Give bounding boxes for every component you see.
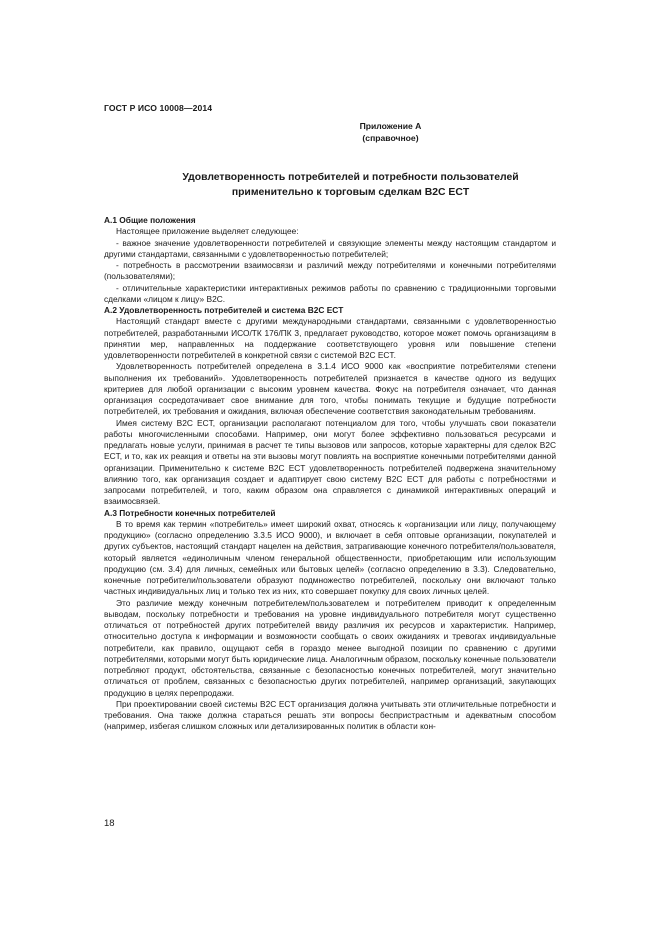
page-number: 18 xyxy=(104,818,115,829)
annex-heading xyxy=(0,120,661,144)
list-item: - потребность в рассмотрении взаимосвязи и различий между потребителями и конечными потребителями (пользователями); xyxy=(104,260,556,282)
paragraph: Удовлетворенность потребителей определена в 3.1.4 ИСО 9000 как «восприятие потребителями степени выполнения их требований». Удовлетворенность потребителей признается в качестве одного из ведущих критериев для любой организации с высоким уровнем качества. Фокус на потребителя означает, что данная организация сосредотачивает свое внимание для того, чтобы понимать текущие и будущие потребности потребителей, их требования и ожидания, включая обеспечение соответствия законодательным требованиям. xyxy=(104,361,556,417)
paragraph: Настоящий стандарт вместе с другими международными стандартами, связанными с удовлетворенностью потребителей, разработанными ИСО/ТК 176/ПК 3, предлагает руководство, которое может помочь организациям в принятии мер, направленных на поддержание соответствующего уровня или повышение степени удовлетворенности потребителей в конкретной связи с системой B2C ECT. xyxy=(104,316,556,360)
page-title xyxy=(0,171,661,200)
section-heading-a3: А.3 Потребности конечных потребителей xyxy=(104,507,276,518)
annex-type: (справочное) xyxy=(362,133,419,143)
document-body xyxy=(104,215,556,733)
paragraph: В то время как термин «потребитель» имеет широкий охват, относясь к «организации или лицу, получающему продукцию» (согласно определению 3.3.5 ИСО 9000), и включает в себя оптовые организации, покупателей и других субъектов, настоящий стандарт нацелен на действия, затрагивающие конечного потребителя/пользователя, который является «единоличным членом генеральной общественности, приобретающим или использующим продукцию (см. 3.4) для личных, семейных или бытовых целей» (согласно определению в 3.3). Следовательно, конечные потребители/пользователи образуют подмножество потребителей, поскольку они включают только частных индивидуальных лиц и только тех из них, кто совершает покупку для своих личных целей. xyxy=(104,518,556,597)
annex-label: Приложение А xyxy=(359,121,422,131)
paragraph: Это различие между конечным потребителем/пользователем и потребителем приводит к определенным выводам, поскольку потребности и требования на уровне индивидуального потребителя могут существенно отличаться от потребностей других потребителей ввиду различия их ресурсов и характеристик. Например, относительно доступа к информации и возможности сообщать о своих ожиданиях и тревогах индивидуальные потребители, как правило, ощущают себя в гораздо менее выгодной позиции по сравнению с другими потребителями, которыми могут быть юридические лица. Аналогичным образом, поскольку конечные пользователи потребляют продукт, обстоятельства, связанные с безопасностью конечных потребителей, могут значительно отличаться от проблем, связанных с безопасностью других потребителей, например организаций, закупающих продукцию в целях перепродажи. xyxy=(104,597,556,698)
title-line-1: Удовлетворенность потребителей и потребности пользователей xyxy=(182,172,519,183)
paragraph: Имея систему B2C ECT, организации располагают потенциалом для того, чтобы улучшать свои показатели работы многочисленными способами. Например, они могут более эффективно пользоваться ресурсами и предлагать новые услуги, принимая в расчет те типы вызовов или запросов, которые характерны для сделок B2C ECT, и то, как их реакция и ответы на эти вызовы могут повлиять на восприятие конечными потребителями данной организации. Применительно к системе B2C ECT удовлетворенность потребителей подвержена значительному влиянию того, как организация создает и адаптирует свою систему B2C ECT для работы с потребностями и запросами потребителей, и того, каким образом она справляется с динамикой интерактивных операций и взаимосвязей. xyxy=(104,417,556,507)
list-item: - важное значение удовлетворенности потребителей и связующие элементы между настоящим стандартом и другими стандартами, связанными с удовлетворенностью потребителей; xyxy=(104,237,556,259)
paragraph: При проектировании своей системы B2C ECT организация должна учитывать эти отличительные потребности и требования. Она также должна стараться решать эти вопросы беспристрастным и адекватным способом (например, избегая слишком сложных или детализированных политик в области кон- xyxy=(104,698,556,732)
list-item: - отличительные характеристики интерактивных режимов работы по сравнению с традиционными торговыми сделками «лицом к лицу» B2C. xyxy=(104,282,556,304)
section-heading-a2: А.2 Удовлетворенность потребителей и система B2C ECT xyxy=(104,305,344,315)
paragraph: Настоящее приложение выделяет следующее: xyxy=(116,226,299,237)
title-line-2: применительно к торговым сделкам B2C ECT xyxy=(231,186,470,198)
section-heading-a1: А.1 Общие положения xyxy=(104,215,196,225)
document-header: ГОСТ Р ИСО 10008—2014 xyxy=(104,103,213,113)
